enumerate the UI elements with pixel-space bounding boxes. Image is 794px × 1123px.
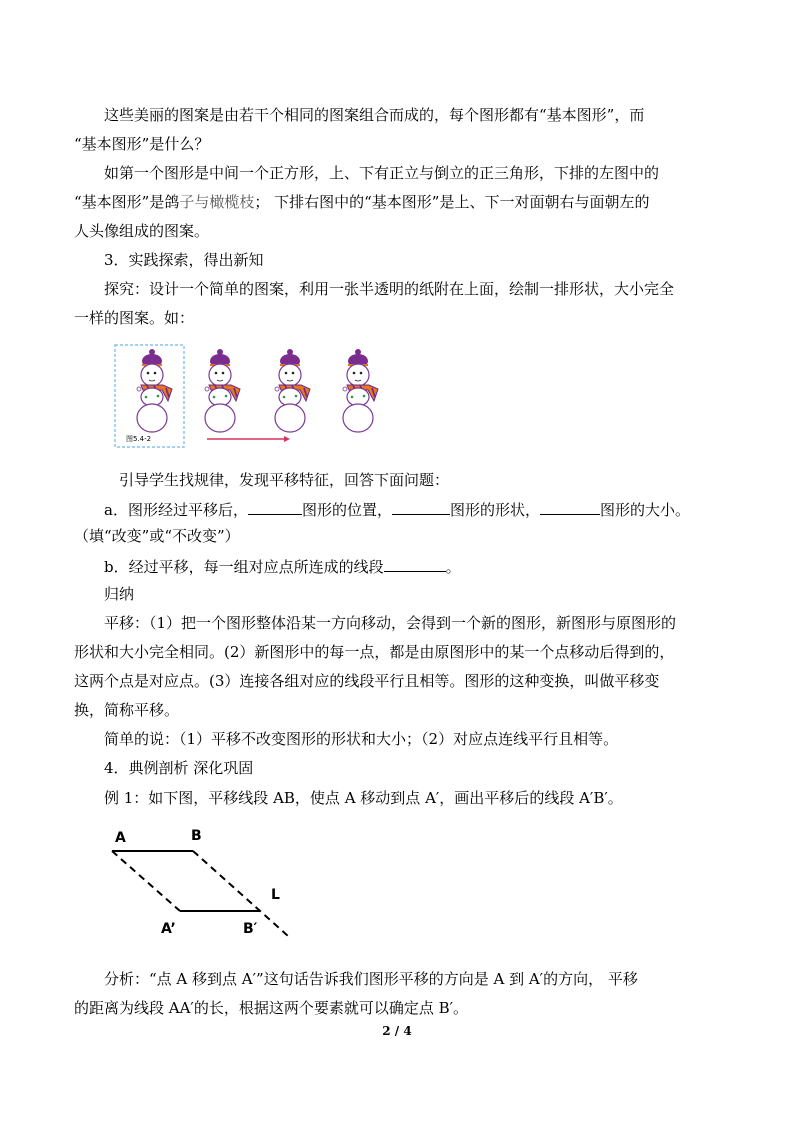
text-span: b．经过平移，每一组对应点所连成的线段	[104, 558, 384, 576]
question-b	[104, 555, 461, 577]
text-span: a．图形经过平移后，	[104, 501, 248, 519]
paragraph-line: 形状和大小完全相同。(2）新图形中的每一点，都是由原图形中的某一个点移动后得到的，	[74, 643, 675, 661]
page-number: 2 / 4	[382, 1024, 412, 1038]
segment-translation-figure	[100, 822, 300, 944]
text-span: 子与橄榄枝	[179, 193, 255, 211]
label-A-prime: A’	[161, 921, 176, 937]
paragraph-line: 引导学生找规律，发现平移特征，回答下面问题：	[119, 471, 450, 489]
paragraph-line: 探究：设计一个简单的图案，利用一张半透明的纸附在上面，绘制一排形状，大小完全	[104, 280, 675, 298]
text-span: 图形的大小。	[599, 501, 690, 519]
section-heading: 4．典例剖析 深化巩固	[104, 759, 254, 777]
label-B: B	[191, 828, 202, 844]
section-heading: 3．实践探索，得出新知	[104, 251, 264, 269]
snowman-copy-1	[205, 349, 240, 432]
paragraph-line	[74, 192, 649, 212]
paragraph-line: 简单的说：（1）平移不改变图形的形状和大小；（2）对应点连线平行且相等。	[104, 730, 619, 748]
analysis-text: 分析：“点 A 移到点 A′”这句话告诉我们图形平移的方向是 A 到 A′的方向， 平移	[104, 970, 638, 988]
snowman-copy-2	[275, 349, 310, 432]
snowman-translation-figure	[112, 343, 392, 449]
answer-blank	[384, 555, 446, 572]
label-L: L	[271, 887, 280, 903]
snowman-copy-3	[343, 349, 378, 432]
paragraph-line: 如第一个图形是中间一个正方形，上、下有正立与倒立的正三角形，下排的左图中的	[104, 164, 660, 182]
section-heading: 归纳	[104, 585, 135, 603]
answer-blank	[392, 498, 450, 515]
paragraph-line: （填“改变”或“不改变”）	[74, 527, 240, 545]
text-span: 图形的位置，	[301, 501, 392, 519]
paragraph-line: 平移：（1）把一个图形整体沿某一方向移动，会得到一个新的图形，新图形与原图形的	[104, 614, 677, 632]
label-B-prime: B′	[243, 921, 258, 937]
label-A: A	[115, 830, 126, 846]
text-span: 图形的形状，	[449, 501, 540, 519]
analysis-text: 的距离为线段 AA′的长，根据这两个要素就可以确定点 B′。	[74, 999, 469, 1017]
paragraph-line: 一样的图案。如：	[74, 309, 195, 327]
paragraph-line: 换，简称平移。	[74, 701, 180, 719]
paragraph-line: 这两个点是对应点。(3）连接各组对应的线段平行且相等。图形的这种变换，叫做平移变	[74, 672, 660, 690]
text-span: “基本图形”是鸽	[74, 193, 180, 211]
answer-blank	[248, 498, 302, 515]
paragraph-line: “基本图形”是什么？	[74, 135, 210, 153]
question-a	[104, 498, 690, 520]
arrow-head-icon	[284, 436, 290, 442]
example-text: 例 1：如下图，平移线段 AB，使点 A 移动到点 A′，画出平移后的线段 A′B′。	[104, 789, 623, 807]
paragraph-line: 这些美丽的图案是由若干个相同的图案组合而成的，每个图形都有“基本图形”，而	[104, 106, 645, 124]
snowman-original	[137, 349, 172, 432]
answer-blank	[540, 498, 600, 515]
text-span: ； 下排右图中的“基本图形”是上、下一对面朝右与面朝左的	[254, 193, 650, 211]
figure-caption: 图5.4-2	[126, 435, 152, 443]
paragraph-line: 人头像组成的图案。	[74, 222, 210, 240]
text-span: 。	[445, 558, 461, 576]
dashed-line-AA-prime	[112, 851, 180, 911]
